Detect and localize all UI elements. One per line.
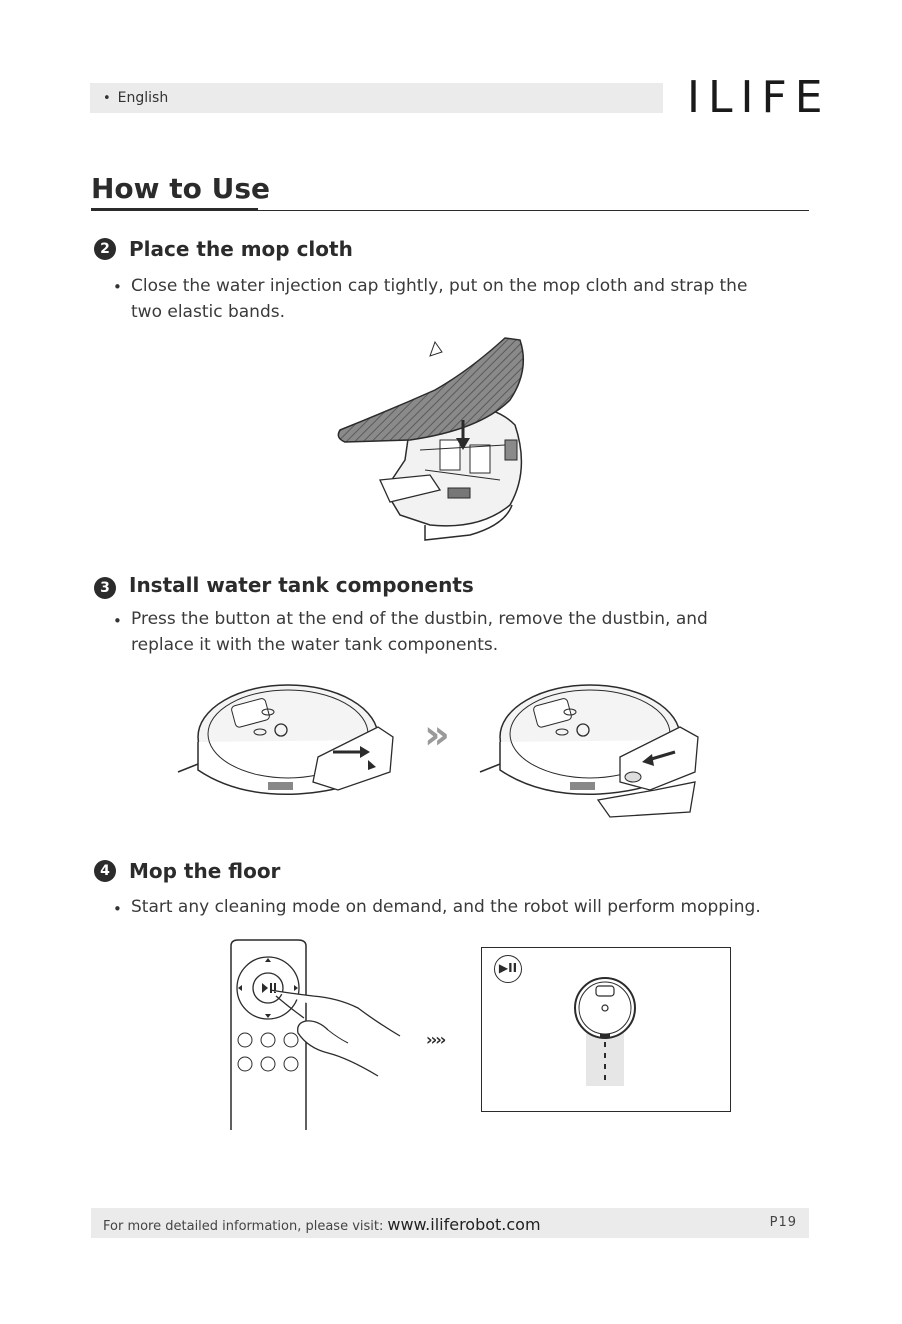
mop-cloth-illustration xyxy=(330,330,530,545)
play-pause-icon: ▶II xyxy=(494,955,522,983)
footer-info-text: For more detailed information, please visit: xyxy=(103,1219,384,1234)
language-label: English xyxy=(117,90,169,106)
title-underline xyxy=(91,208,258,211)
footer-bar xyxy=(91,1208,809,1238)
step-4-text-line-1: Start any cleaning mode on demand, and the robot will perform mopping. xyxy=(131,897,761,917)
step-4-title: Mop the floor xyxy=(129,859,281,883)
brand-logo: ILIFE xyxy=(687,72,831,123)
step-2-badge: 2 xyxy=(94,238,116,260)
language-bar xyxy=(90,83,663,113)
step-2-title: Place the mop cloth xyxy=(129,237,353,261)
step-2-text-line-2: two elastic bands. xyxy=(131,302,286,322)
step-3-badge: 3 xyxy=(94,577,116,599)
step-3-title: Install water tank components xyxy=(129,573,474,597)
page-number: P19 xyxy=(769,1215,797,1230)
transition-arrow-quad: ›››› xyxy=(426,1030,445,1049)
step-4-bullet-dot: • xyxy=(113,900,122,918)
robot-dustbin-illustration xyxy=(178,672,398,812)
remote-control-illustration xyxy=(228,938,408,1130)
step-2-text-line-1: Close the water injection cap tightly, put on the mop cloth and strap the xyxy=(131,276,748,296)
robot-mopping-icon xyxy=(574,976,636,1088)
mopping-screen xyxy=(481,947,731,1112)
robot-watertank-illustration xyxy=(480,672,710,822)
footer-url-link[interactable]: www.iliferobot.com xyxy=(387,1215,541,1234)
footer-info xyxy=(103,1215,541,1234)
language-bullet: • xyxy=(103,90,111,106)
step-2-bullet-dot: • xyxy=(113,278,122,296)
page-title: How to Use xyxy=(91,172,271,205)
step-3-text-line-1: Press the button at the end of the dustbin, remove the dustbin, and xyxy=(131,609,708,629)
step-4-badge: 4 xyxy=(94,860,116,882)
transition-arrow-double: » xyxy=(424,712,450,758)
step-3-text-line-2: replace it with the water tank components. xyxy=(131,635,499,655)
step-3-bullet-dot: • xyxy=(113,612,122,630)
